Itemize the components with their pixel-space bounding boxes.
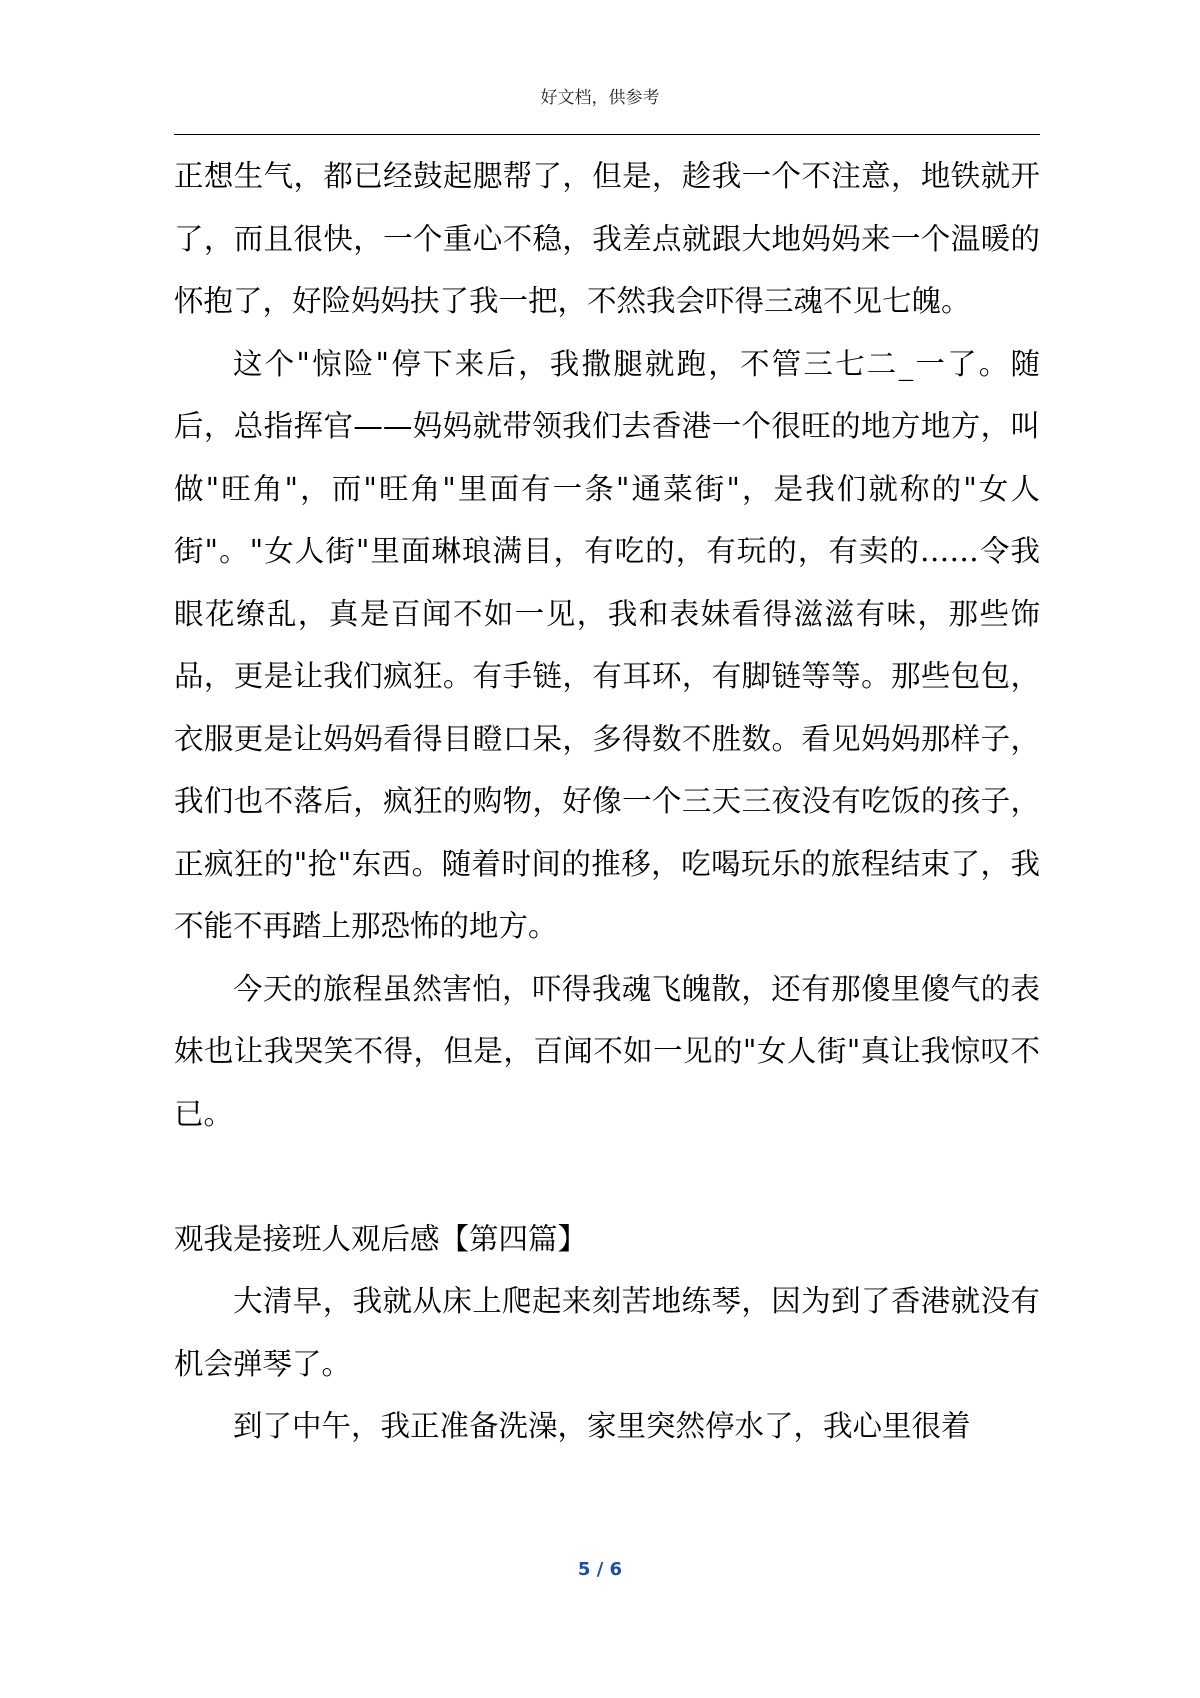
section-paragraph-noon: 到了中午，我正准备洗澡，家里突然停水了，我心里很着 (233, 1409, 971, 1443)
document-body (174, 145, 1040, 1458)
section-paragraph-morning: 大清早，我就从床上爬起来刻苦地练琴，因为到了香港就没有机会弹琴了。 (174, 1284, 1040, 1381)
section-title: 观我是接班人观后感【第四篇】 (174, 1221, 588, 1256)
blank-line (174, 1145, 1040, 1208)
page-number: 5 / 6 (577, 1559, 623, 1580)
paragraph-conclusion: 今天的旅程虽然害怕，吓得我魂飞魄散，还有那傻里傻气的表妹也让我哭笑不得，但是，百闻不如一见的"女人街"真让我惊叹不已。 (174, 971, 1040, 1131)
paragraph-continuation: 正想生气，都已经鼓起腮帮了，但是，趁我一个不注意，地铁就开了，而且很快，一个重心不稳，我差点就跟大地妈妈来一个温暖的怀抱了，好险妈妈扶了我一把，不然我会吓得三魂不见七魄。 (174, 159, 1040, 318)
header-divider (174, 134, 1040, 135)
paragraph-womens-street: 这个"惊险"停下来后，我撒腿就跑，不管三七二_一了。随后，总指挥官——妈妈就带领我们去香港一个很旺的地方地方，叫做"旺角"，而"旺角"里面有一条"通菜街"，是我们就称的"女人街"。"女人街"里面琳琅满目，有吃的，有玩的，有卖的……令我眼花缭乱，真是百闻不如一见，我和表妹看得滋滋有味，那些饰品，更是让我们疯狂。有手链，有耳环，有脚链等等。那些包包，衣服更是让妈妈看得目瞪口呆，多得数不胜数。看见妈妈那样子，我们也不落后，疯狂的购物，好像一个三天三夜没有吃饭的孩子，正疯狂的"抢"东西。随着时间的推移，吃喝玩乐的旅程结束了，我不能不再踏上那恐怖的地方。 (174, 346, 1040, 943)
page-header: 好文档，供参考 (540, 88, 660, 108)
